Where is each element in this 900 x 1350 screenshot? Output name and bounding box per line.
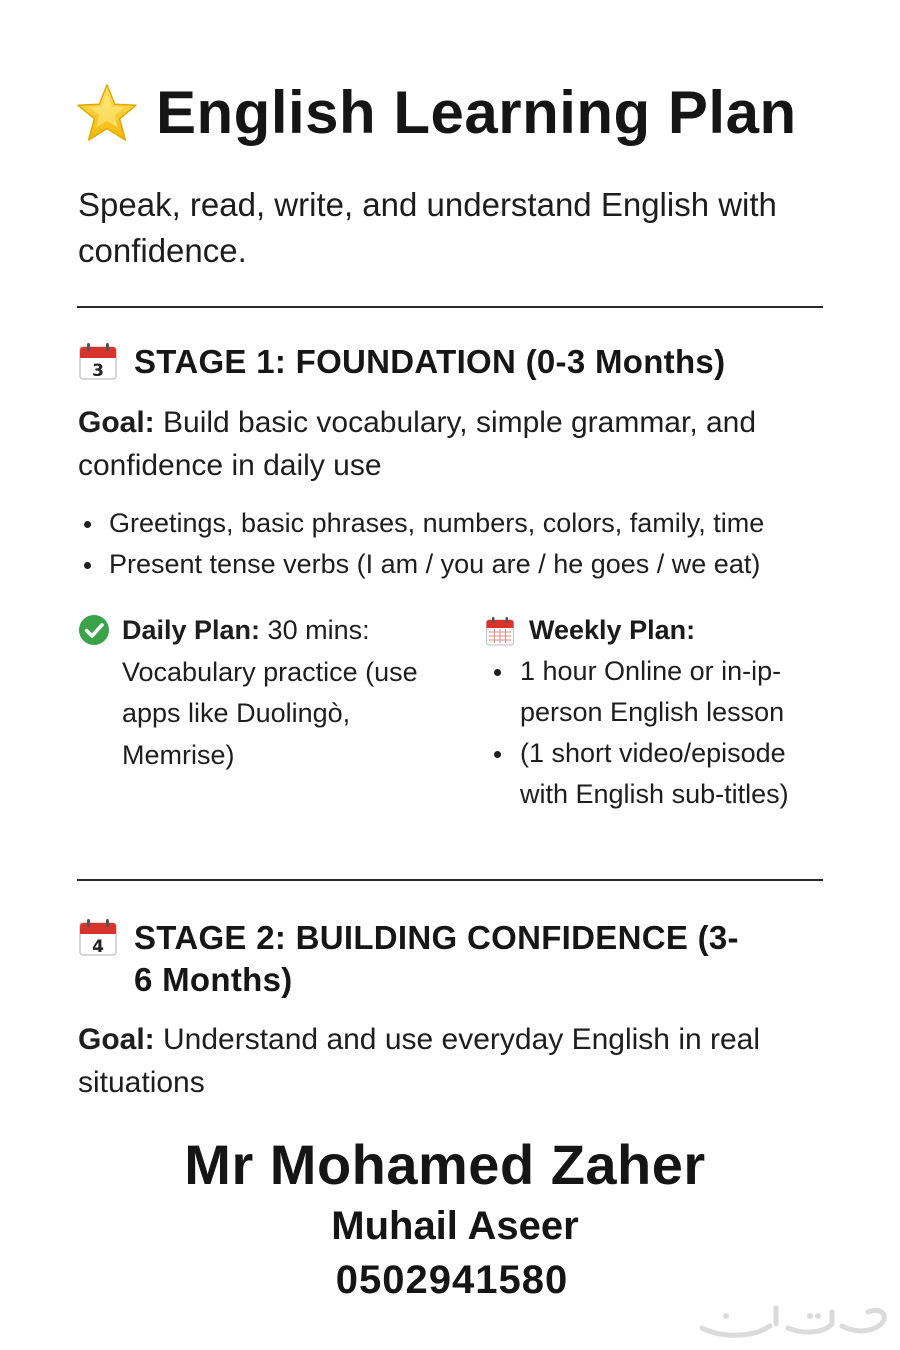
divider: [77, 306, 823, 308]
calendar-icon: [78, 917, 118, 957]
stage-2-title: STAGE 2: BUILDING CONFIDENCE (3-6 Months): [134, 919, 739, 998]
weekly-plan-items: [485, 651, 825, 815]
daily-plan-label: Daily Plan:: [122, 615, 261, 645]
calendar-icon: [485, 616, 515, 646]
list-item: (1 short video/episode with English sub-titles): [485, 733, 825, 815]
stage-2-header: [78, 917, 838, 1001]
calendar-day: 3: [92, 361, 104, 381]
check-circle-icon: [78, 614, 110, 646]
page-title: [76, 78, 856, 147]
goal-text: Understand and use everyday English in real situations: [78, 1023, 761, 1099]
daily-plan-text: [122, 610, 452, 776]
teacher-name: Mr Mohamed Zaher: [184, 1133, 706, 1196]
stage-1-header: [78, 341, 838, 383]
calendar-day: 4: [92, 937, 104, 957]
list-item: 1 hour Online or in-ip-person English lesson: [485, 651, 825, 733]
goal-text: Build basic vocabulary, simple grammar, and confidence in daily use: [78, 406, 757, 482]
calendar-icon: [78, 341, 118, 381]
watermark-logo: [692, 1294, 892, 1344]
weekly-plan-label: Weekly Plan:: [529, 615, 696, 645]
list-item: Present tense verbs (I am / you are / he goes / we eat): [78, 544, 838, 585]
stage-1-title: STAGE 1: FOUNDATION (0-3 Months): [134, 343, 726, 380]
goal-label: Goal:: [78, 406, 155, 439]
weekly-plan-header: [485, 610, 825, 651]
daily-plan: [78, 610, 458, 776]
goal-label: Goal:: [78, 1023, 155, 1056]
daily-plan-body: 30 mins: Vocabulary practice (use apps like Duolingò, Memrise): [122, 615, 418, 770]
weekly-plan: [485, 610, 825, 815]
star-icon: [76, 82, 138, 144]
organization: Muhail Aseer: [331, 1204, 579, 1248]
subtitle: Speak, read, write, and understand English with confidence.: [78, 186, 777, 269]
list-item: Greetings, basic phrases, numbers, colors, family, time: [78, 503, 838, 544]
phone-number[interactable]: 0502941580: [335, 1258, 569, 1302]
stage-1-topics: [78, 503, 838, 585]
divider: [77, 879, 823, 881]
stage-1-goal: [78, 401, 818, 487]
stage-2-goal: [78, 1018, 818, 1104]
title-text: English Learning Plan: [156, 79, 797, 146]
